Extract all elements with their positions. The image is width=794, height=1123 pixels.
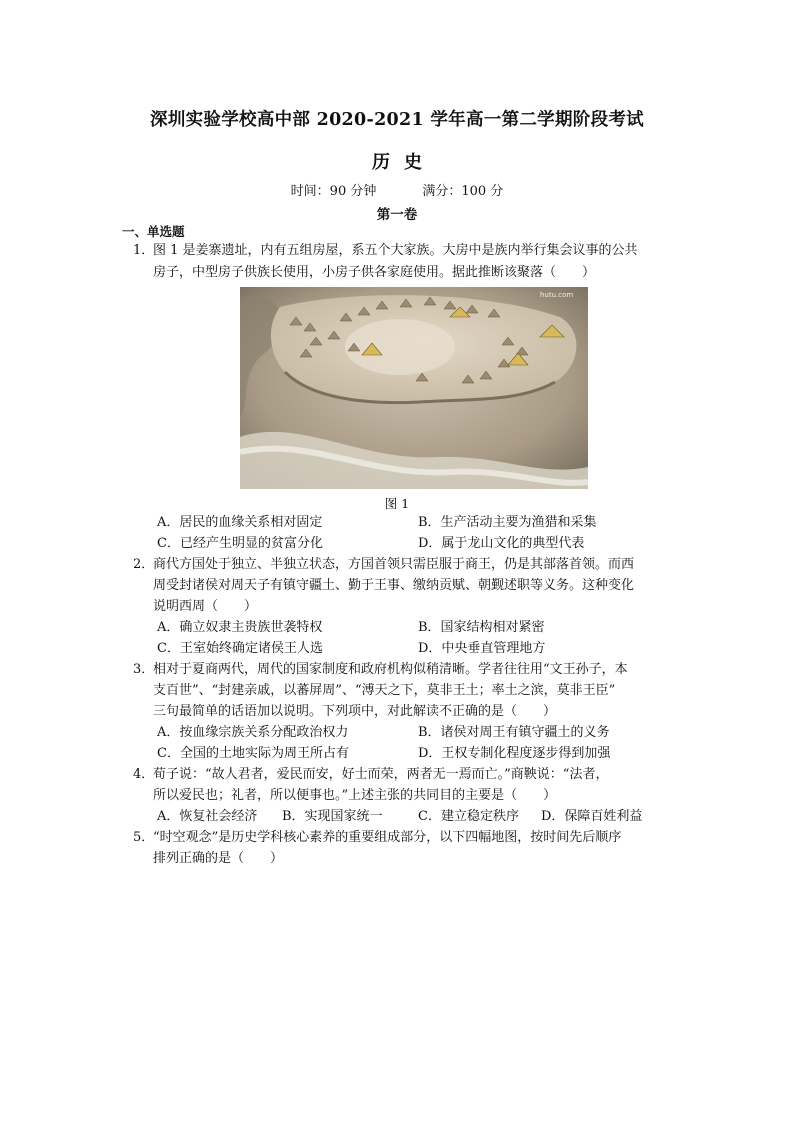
question-number: 4． <box>133 767 155 782</box>
question-text: 荀子说：“故人君者，爱民而安，好士而荣，两者无一焉而亡。”商鞅说：“法者， <box>153 767 609 782</box>
option-d: D．王权专制化程度逐步得到加强 <box>418 746 611 761</box>
question-number: 2． <box>133 557 155 572</box>
question-number: 1． <box>133 243 155 258</box>
option-a: A．确立奴隶主贵族世袭特权 <box>157 620 323 635</box>
jiangzhai-model-image <box>240 287 588 489</box>
volume-title: 第一卷 <box>376 207 418 223</box>
section-title: 一、单选题 <box>122 224 185 239</box>
option-c: C．全国的土地实际为周王所占有 <box>157 746 349 761</box>
option-a: A．按血缘宗族关系分配政治权力 <box>157 725 349 740</box>
question-text: 周受封诸侯对周天子有镇守疆土、勤于王事、缴纳贡赋、朝觐述职等义务。这种变化 <box>153 578 635 593</box>
question-text: 三句最简单的话语加以说明。下列项中，对此解读不正确的是（ ） <box>153 704 557 719</box>
question-text: “时空观念”是历史学科核心素养的重要组成部分，以下四幅地图，按时间先后顺序 <box>153 830 622 845</box>
option-c: C．王室始终确定诸侯王人选 <box>157 641 323 656</box>
question-text: 所以爱民也；礼者，所以便事也。”上述主张的共同目的主要是（ ） <box>153 788 557 803</box>
full-score: 满分：100 分 <box>422 184 504 199</box>
subject-title: 历史 <box>372 152 436 173</box>
question-text: 排列正确的是（ ） <box>153 851 284 866</box>
question-text: 房子，中型房子供族长使用，小房子供各家庭使用。据此推断该聚落（ ） <box>153 265 596 280</box>
question-text: 相对于夏商两代，周代的国家制度和政府机构似稍清晰。学者往往用“文王孙子，本 <box>153 662 628 677</box>
question-text: 支百世”、“封建亲戚，以蕃屏周”、“溥天之下，莫非王土；率土之滨，莫非王臣” <box>153 683 616 698</box>
exam-meta <box>0 180 794 199</box>
option-a: A．居民的血缘关系相对固定 <box>157 515 323 530</box>
question-text: 说明西周（ ） <box>153 599 258 614</box>
question-number: 3． <box>133 662 155 677</box>
time-limit: 时间：90 分钟 <box>290 184 377 199</box>
jiangzhai-site-photo <box>240 287 588 489</box>
option-b: B．实现国家统一 <box>282 809 383 824</box>
option-d: D．中央垂直管理地方 <box>418 641 546 656</box>
question-text: 商代方国处于独立、半独立状态，方国首领只需臣服于商王，仍是其部落首领。而西 <box>153 557 635 572</box>
option-d: D．保障百姓利益 <box>541 809 643 824</box>
option-b: B．生产活动主要为渔猎和采集 <box>418 515 597 530</box>
option-b: B．国家结构相对紧密 <box>418 620 545 635</box>
option-c: C．建立稳定秩序 <box>418 809 519 824</box>
option-a: A．恢复社会经济 <box>157 809 258 824</box>
watermark: hutu.com <box>540 291 574 299</box>
option-b: B．诸侯对周王有镇守疆土的义务 <box>418 725 610 740</box>
question-text: 图 1 是姜寨遗址，内有五组房屋，系五个大家族。大房中是族内举行集会议事的公共 <box>153 243 638 258</box>
exam-title: 深圳实验学校高中部 2020-2021 学年高一第二学期阶段考试 <box>150 110 644 130</box>
option-d: D．属于龙山文化的典型代表 <box>418 536 585 551</box>
figure-caption: 图 1 <box>384 496 410 511</box>
question-number: 5． <box>133 830 155 845</box>
option-c: C．已经产生明显的贫富分化 <box>157 536 323 551</box>
